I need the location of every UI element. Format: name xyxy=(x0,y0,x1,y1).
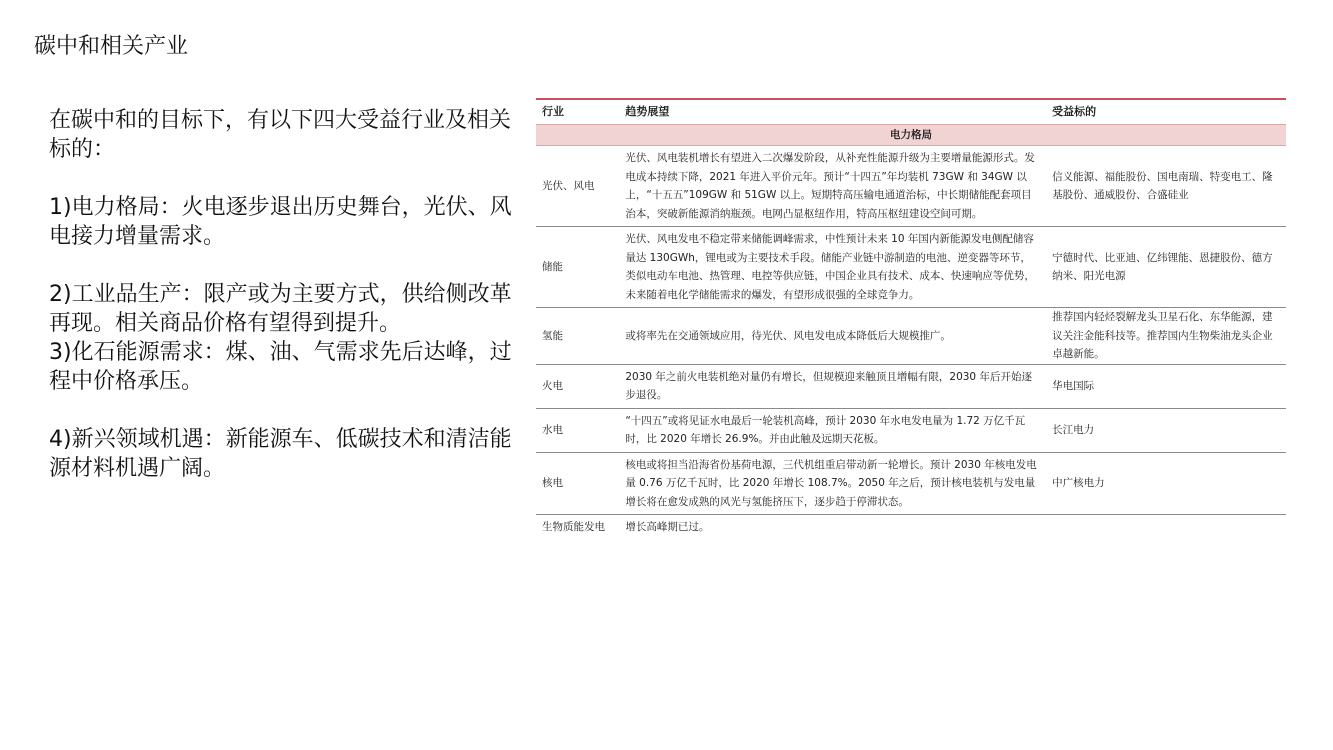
header-stocks: 受益标的 xyxy=(1052,104,1097,118)
summary-text xyxy=(49,106,529,483)
header-industry: 行业 xyxy=(542,104,564,118)
row-industry: 核电 xyxy=(536,452,619,515)
row-industry: 氢能 xyxy=(536,308,619,365)
row-trend: 2030 年之前火电装机绝对量仍有增长，但规模迎来触顶且增幅有限，2030 年后开始逐步退役。 xyxy=(619,364,1046,408)
spacer xyxy=(49,164,529,193)
summary-item-emerging: 4)新兴领域机遇：新能源车、低碳技术和清洁能源材料机遇广阔。 xyxy=(49,427,512,481)
table-row xyxy=(536,146,1286,227)
row-industry: 水电 xyxy=(536,408,619,452)
row-industry: 火电 xyxy=(536,364,619,408)
row-stocks: 宁德时代、比亚迪、亿纬锂能、恩捷股份、德方纳米、阳光电源 xyxy=(1046,227,1286,308)
table-row xyxy=(536,364,1286,408)
table-row xyxy=(536,452,1286,515)
row-industry: 生物质能发电 xyxy=(542,521,605,533)
row-trend: 光伏、风电发电不稳定带来储能调峰需求，中性预计未来 10 年国内新能源发电侧配储容量达 130GWh，锂电或为主要技术手段。储能产业链中游制造的电池、逆变器等环节，类似电动车电池、热管理、电控等供应链，中国企业具有技术、成本、快速响应等优势，未来随着电化学储能需求的爆发，有望形成很强的全球竞争力。 xyxy=(619,227,1046,308)
table-row xyxy=(536,408,1286,452)
row-industry: 光伏、风电 xyxy=(536,146,619,227)
row-industry: 储能 xyxy=(536,227,619,308)
summary-item-fossil: 3)化石能源需求：煤、油、气需求先后达峰，过程中价格承压。 xyxy=(49,340,512,394)
spacer xyxy=(49,396,529,425)
header-trend: 趋势展望 xyxy=(625,104,670,118)
summary-item-industrial: 2)工业品生产：限产或为主要方式，供给侧改革再现。相关商品价格有望得到提升。 xyxy=(49,282,512,336)
summary-intro: 在碳中和的目标下，有以下四大受益行业及相关标的： xyxy=(49,108,512,162)
section-title: 电力格局 xyxy=(536,125,1286,146)
row-stocks: 推荐国内轻烃裂解龙头卫星石化、东华能源，建议关注金能科技等。推荐国内生物柴油龙头企业卓越新能。 xyxy=(1046,308,1286,365)
table-row xyxy=(536,308,1286,365)
table-row xyxy=(536,227,1286,308)
row-trend: 增长高峰期已过。 xyxy=(625,521,710,533)
table-header-row xyxy=(536,99,1286,125)
summary-item-power: 1)电力格局：火电逐步退出历史舞台，光伏、风电接力增量需求。 xyxy=(49,195,512,249)
industry-table xyxy=(536,98,1286,540)
row-stocks: 长江电力 xyxy=(1046,408,1286,452)
table-row xyxy=(536,515,1286,540)
row-trend: “十四五”或将见证水电最后一轮装机高峰，预计 2030 年水电发电量为 1.72 万亿千瓦时，比 2020 年增长 26.9%。并由此触及远期天花板。 xyxy=(619,408,1046,452)
row-trend: 或将率先在交通领域应用，待光伏、风电发电成本降低后大规模推广。 xyxy=(619,308,1046,365)
row-stocks: 信义能源、福能股份、国电南瑞、特变电工、隆基股份、通威股份、合盛硅业 xyxy=(1046,146,1286,227)
industry-table-container xyxy=(536,98,1286,540)
spacer xyxy=(49,251,529,280)
row-trend: 核电或将担当沿海省份基荷电源，三代机组重启带动新一轮增长。预计 2030 年核电发电量 0.76 万亿千瓦时，比 2020 年增长 108.7%。2050 年之后，预计核电装机与发电量增长将在愈发成熟的风光与氢能挤压下，逐步趋于停滞状态。 xyxy=(619,452,1046,515)
slide-title: 碳中和相关产业 xyxy=(34,34,189,59)
row-stocks: 中广核电力 xyxy=(1046,452,1286,515)
row-stocks xyxy=(1046,515,1286,540)
table-section-row xyxy=(536,125,1286,146)
row-stocks: 华电国际 xyxy=(1046,364,1286,408)
row-trend: 光伏、风电装机增长有望进入二次爆发阶段，从补充性能源升级为主要增量能源形式。发电成本持续下降，2021 年进入平价元年。预计“十四五”年均装机 73GW 和 34GW 以上，“十五五”109GW 和 51GW 以上。短期特高压输电通道治标，中长期储能配套项目治本，突破新能源消纳瓶颈。电网凸显枢纽作用，特高压枢纽建设空间可期。 xyxy=(619,146,1046,227)
